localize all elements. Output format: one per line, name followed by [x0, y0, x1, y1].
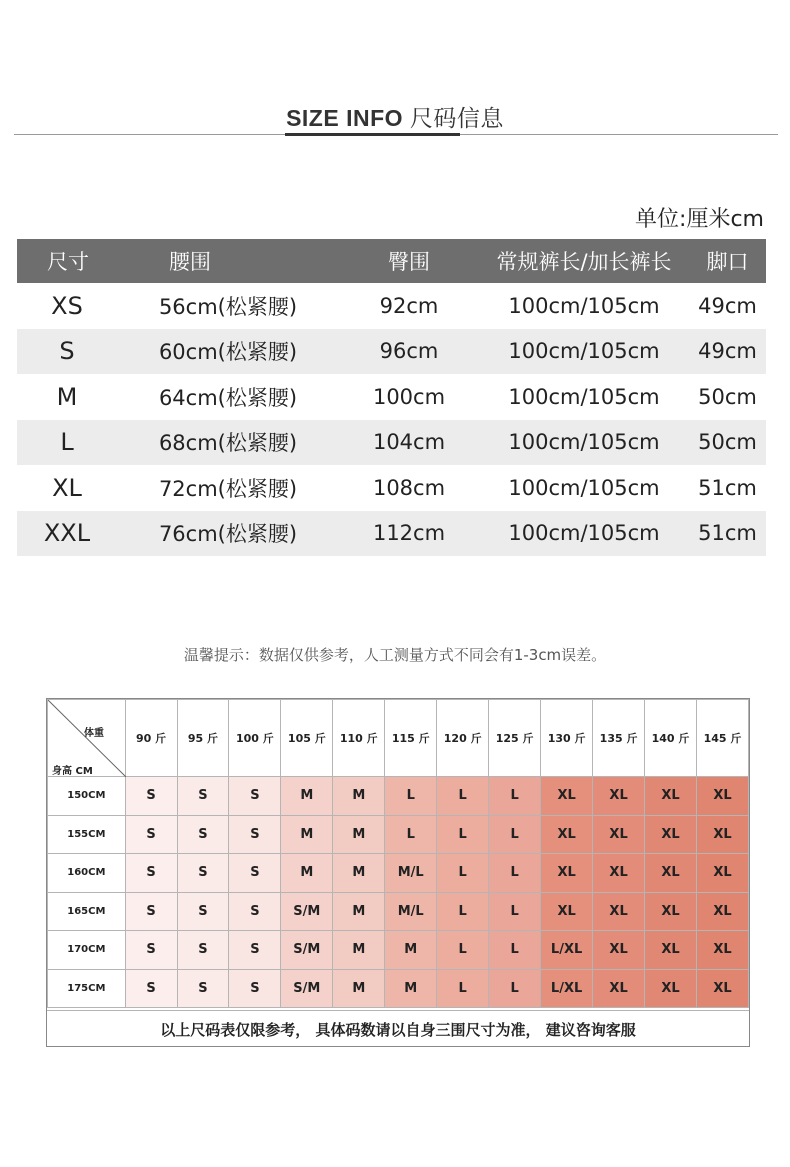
col-waist: 腰围: [169, 250, 211, 274]
cell-length: 100cm/105cm: [508, 339, 660, 364]
grid-cell: S/M: [281, 892, 333, 931]
grid-cell: S: [229, 777, 281, 816]
cell-waist: 68cm(松紧腰): [158, 431, 298, 456]
title-cn: 尺码信息: [409, 105, 504, 131]
grid-cell: M: [385, 969, 437, 1008]
grid-row: [48, 892, 749, 931]
grid-cell: S: [125, 854, 177, 893]
grid-cell: L: [437, 815, 489, 854]
grid-cell: S: [229, 892, 281, 931]
cell-waist: 56cm(松紧腰): [158, 294, 298, 319]
grid-cell: XL: [696, 815, 748, 854]
col-hip: 臀围: [388, 250, 430, 274]
grid-header-row: [48, 700, 749, 777]
grid-cell: S: [125, 969, 177, 1008]
col-length: 常规裤长/加长裤长: [496, 250, 672, 274]
cell-waist: 64cm(松紧腰): [158, 385, 298, 410]
grid-cell: L: [437, 931, 489, 970]
grid-cell: M: [333, 777, 385, 816]
cell-hip: 92cm: [379, 293, 439, 318]
grid-cell: S: [229, 815, 281, 854]
grid-row: [48, 931, 749, 970]
grid-cell: S: [177, 969, 229, 1008]
size-row: [17, 420, 766, 466]
cell-hem: 50cm: [698, 430, 757, 455]
grid-cell: L: [489, 892, 541, 931]
grid-cell: S: [125, 931, 177, 970]
grid-cell: XL: [593, 969, 645, 1008]
unit-label: 单位:厘米cm: [635, 207, 764, 232]
grid-cell: S: [229, 931, 281, 970]
grid-cell: XL: [696, 892, 748, 931]
grid-cell: S/M: [281, 969, 333, 1008]
size-row: [17, 374, 766, 420]
size-table-header: [17, 239, 766, 283]
cell-hip: 112cm: [372, 521, 446, 546]
grid-cell: L: [489, 854, 541, 893]
grid-cell: M/L: [385, 892, 437, 931]
grid-cell: XL: [593, 854, 645, 893]
corner-weight-label: 体重: [84, 728, 104, 739]
grid-cell: L: [385, 815, 437, 854]
weight-header: 90 斤: [125, 700, 177, 777]
size-row: [17, 283, 766, 329]
cell-length: 100cm/105cm: [508, 475, 660, 500]
cell-size: S: [59, 337, 75, 366]
grid-cell: S: [229, 854, 281, 893]
weight-header: 125 斤: [489, 700, 541, 777]
grid-cell: XL: [541, 854, 593, 893]
height-header: 150CM: [48, 777, 126, 816]
corner-height-label: 身高 CM: [52, 766, 93, 777]
height-header: 155CM: [48, 815, 126, 854]
cell-size: XXL: [43, 519, 91, 548]
cell-size: XS: [51, 291, 83, 320]
grid-cell: XL: [645, 777, 697, 816]
grid-cell: XL: [541, 777, 593, 816]
cell-hem: 49cm: [698, 293, 757, 318]
cell-waist: 60cm(松紧腰): [158, 340, 298, 365]
cell-length: 100cm/105cm: [508, 430, 660, 455]
size-row: [17, 465, 766, 511]
grid-cell: M: [333, 854, 385, 893]
height-header: 160CM: [48, 854, 126, 893]
weight-height-grid: [46, 698, 750, 1047]
grid-cell: M: [385, 931, 437, 970]
grid-cell: XL: [645, 931, 697, 970]
col-size: 尺寸: [47, 250, 89, 274]
cell-hip: 100cm: [372, 384, 446, 409]
weight-header: 130 斤: [541, 700, 593, 777]
grid-cell: XL: [593, 892, 645, 931]
grid-cell: S: [177, 931, 229, 970]
grid-cell: L: [437, 777, 489, 816]
grid-cell: M: [333, 815, 385, 854]
grid-cell: XL: [696, 931, 748, 970]
grid-cell: M: [281, 777, 333, 816]
cell-hem: 49cm: [698, 339, 757, 364]
cell-length: 100cm/105cm: [508, 293, 660, 318]
cell-size: XL: [52, 473, 82, 502]
col-hem: 脚口: [706, 250, 749, 274]
grid-cell: L: [489, 969, 541, 1008]
section-title: [0, 100, 790, 133]
grid-row: [48, 777, 749, 816]
grid-cell: M: [333, 892, 385, 931]
grid-cell: L: [489, 815, 541, 854]
grid-cell: XL: [696, 777, 748, 816]
grid-cell: S: [125, 815, 177, 854]
grid-cell: L/XL: [541, 969, 593, 1008]
title-en: SIZE INFO: [286, 105, 404, 131]
weight-header: 145 斤: [696, 700, 748, 777]
cell-length: 100cm/105cm: [508, 384, 660, 409]
grid-cell: L: [489, 931, 541, 970]
tip-text: 温馨提示：数据仅供参考，人工测量方式不同会有1-3cm误差。: [183, 646, 607, 664]
size-table: [17, 239, 766, 556]
cell-hem: 51cm: [698, 475, 757, 500]
grid-cell: XL: [696, 854, 748, 893]
grid-cell: S: [177, 815, 229, 854]
height-header: 165CM: [48, 892, 126, 931]
cell-hip: 96cm: [379, 339, 439, 364]
size-recommend-table: [47, 699, 749, 1008]
cell-hem: 50cm: [698, 384, 757, 409]
grid-cell: XL: [645, 892, 697, 931]
grid-row: [48, 854, 749, 893]
grid-cell: S: [125, 892, 177, 931]
grid-cell: S: [177, 777, 229, 816]
grid-footer-note: 以上尺码表仅限参考， 具体码数请以自身三围尺寸为准， 建议咨询客服: [47, 1010, 749, 1047]
height-header: 170CM: [48, 931, 126, 970]
section-header: [0, 100, 790, 133]
grid-cell: S: [177, 892, 229, 931]
header-divider-accent: [285, 133, 460, 136]
cell-length: 100cm/105cm: [508, 521, 660, 546]
grid-cell: XL: [645, 854, 697, 893]
cell-hip: 104cm: [372, 430, 446, 455]
grid-cell: M: [333, 931, 385, 970]
cell-hip: 108cm: [372, 475, 446, 500]
grid-cell: XL: [696, 969, 748, 1008]
grid-cell: S: [125, 777, 177, 816]
weight-header: 135 斤: [593, 700, 645, 777]
grid-cell: L: [437, 969, 489, 1008]
cell-size: M: [56, 382, 78, 411]
height-header: 175CM: [48, 969, 126, 1008]
cell-waist: 76cm(松紧腰): [158, 522, 298, 547]
grid-cell: M: [281, 815, 333, 854]
weight-header: 95 斤: [177, 700, 229, 777]
grid-cell: S/M: [281, 931, 333, 970]
grid-cell: L: [437, 892, 489, 931]
size-table-body: [17, 283, 766, 556]
grid-cell: M: [281, 854, 333, 893]
weight-header: 110 斤: [333, 700, 385, 777]
grid-cell: XL: [541, 815, 593, 854]
grid-cell: S: [229, 969, 281, 1008]
grid-cell: XL: [645, 969, 697, 1008]
weight-header: 120 斤: [437, 700, 489, 777]
weight-header: 100 斤: [229, 700, 281, 777]
weight-header: 105 斤: [281, 700, 333, 777]
grid-cell: M/L: [385, 854, 437, 893]
grid-cell: L: [385, 777, 437, 816]
grid-cell: L: [437, 854, 489, 893]
grid-cell: S: [177, 854, 229, 893]
cell-size: L: [60, 428, 74, 457]
grid-cell: M: [333, 969, 385, 1008]
weight-header: 115 斤: [385, 700, 437, 777]
size-row: [17, 511, 766, 557]
grid-cell: L/XL: [541, 931, 593, 970]
grid-cell: XL: [593, 931, 645, 970]
cell-hem: 51cm: [698, 521, 757, 546]
grid-cell: XL: [541, 892, 593, 931]
grid-cell: XL: [593, 777, 645, 816]
size-row: [17, 329, 766, 375]
weight-header: 140 斤: [645, 700, 697, 777]
grid-cell: XL: [593, 815, 645, 854]
cell-waist: 72cm(松紧腰): [158, 476, 298, 501]
grid-cell: L: [489, 777, 541, 816]
grid-cell: XL: [645, 815, 697, 854]
grid-row: [48, 969, 749, 1008]
grid-corner: [48, 700, 126, 777]
grid-row: [48, 815, 749, 854]
